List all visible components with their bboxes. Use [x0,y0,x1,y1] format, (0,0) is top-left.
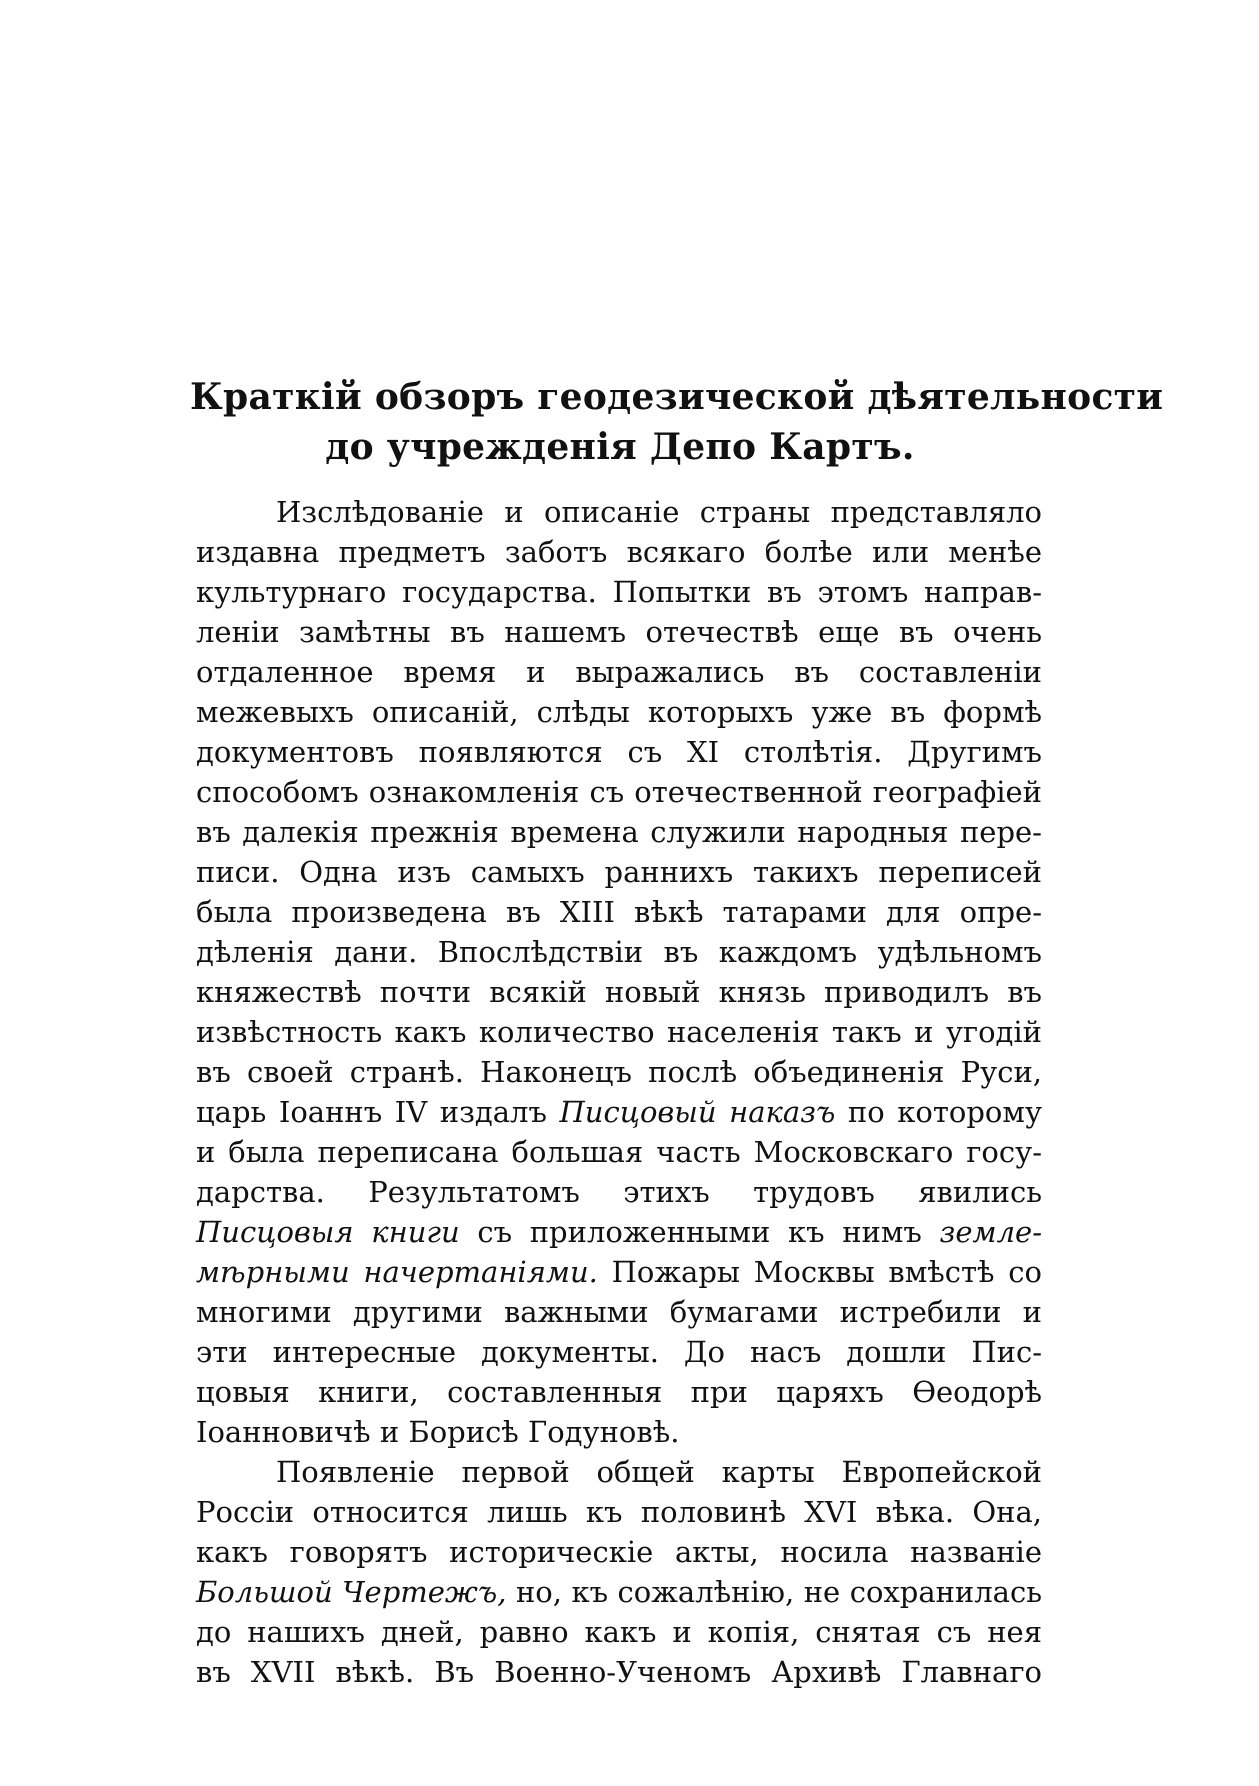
italic-term: земле- [939,1215,1042,1249]
title-line-1: Краткій обзоръ геодезической дѣятельности [190,376,1164,418]
text-segment: царь Іоаннъ IV издалъ [196,1095,547,1129]
text-segment: съ приложенными къ нимъ [477,1215,922,1249]
text-line [196,1252,1042,1292]
text-segment: но, къ сожалѣнію, не сохранилась [515,1575,1043,1609]
italic-term: Большой Чертежъ, [196,1575,507,1609]
text-line: издавна предметъ заботъ всякаго болѣе или менѣе [196,535,1042,569]
paragraph-2 [196,1452,1042,1692]
text-line: до нашихъ дней, равно какъ и копія, снятая съ нея [196,1615,1042,1649]
italic-term: мѣрными начертаніями. [196,1255,598,1289]
text-line: отдаленное время и выражались въ составленіи [196,655,1042,689]
text-line: леніи замѣтны въ нашемъ отечествѣ еще въ очень [196,615,1042,649]
text-line: межевыхъ описаній, слѣды которыхъ уже въ формѣ [196,695,1042,729]
text-line: и была переписана большая часть Московскаго госу- [196,1135,1042,1169]
text-line [196,1092,1042,1132]
paragraph-1 [196,492,1042,1452]
text-line: Изслѣдованіе и описаніе страны представляло [276,495,1042,529]
text-line: многими другими важными бумагами истребили и [196,1295,1042,1329]
italic-term: Писцовый наказъ [559,1095,836,1129]
text-line: въ XVII вѣкѣ. Въ Военно-Ученомъ Архивѣ Главнаго [196,1655,1042,1689]
text-line: какъ говорятъ историческіе акты, носила названіе [196,1535,1042,1569]
text-line [196,1212,1042,1252]
title-line-2: до учрежденія Депо Картъ. [325,426,915,468]
text-line: Іоанновичѣ и Борисѣ Годуновѣ. [196,1415,680,1449]
italic-term: Писцовыя книги [196,1215,460,1249]
text-line: Появленіе первой общей карты Европейской [276,1455,1042,1489]
text-line: въ своей странѣ. Наконецъ послѣ объединенія Руси, [196,1055,1042,1089]
text-line: княжествѣ почти всякій новый князь приводилъ въ [196,975,1042,1009]
text-segment: по которому [847,1095,1043,1129]
text-line [196,1572,1042,1612]
text-line: писи. Одна изъ самыхъ раннихъ такихъ переписей [196,855,1042,889]
text-line: документовъ появляются съ XI столѣтія. Другимъ [196,735,1042,769]
page-title [190,372,1164,472]
text-line: цовыя книги, составленныя при царяхъ Ѳеодорѣ [196,1375,1042,1409]
text-line: Россіи относится лишь къ половинѣ XVI вѣка. Она, [196,1495,1042,1529]
text-line: культурнаго государства. Попытки въ этомъ направ- [196,575,1042,609]
text-line: была произведена въ XIII вѣкѣ татарами для опре- [196,895,1042,929]
text-line: дѣленія дани. Впослѣдствіи въ каждомъ удѣльномъ [196,935,1042,969]
text-line: дарства. Результатомъ этихъ трудовъ явились [196,1175,1042,1209]
body-text [196,492,1042,1692]
text-segment: Пожары Москвы вмѣстѣ со [611,1255,1042,1289]
text-line: эти интересные документы. До насъ дошли Пис- [196,1335,1042,1369]
text-line: въ далекія прежнія времена служили народныя пере- [196,815,1042,849]
text-line: способомъ ознакомленія съ отечественной географіей [196,775,1042,809]
text-line: извѣстность какъ количество населенія такъ и угодій [196,1015,1042,1049]
